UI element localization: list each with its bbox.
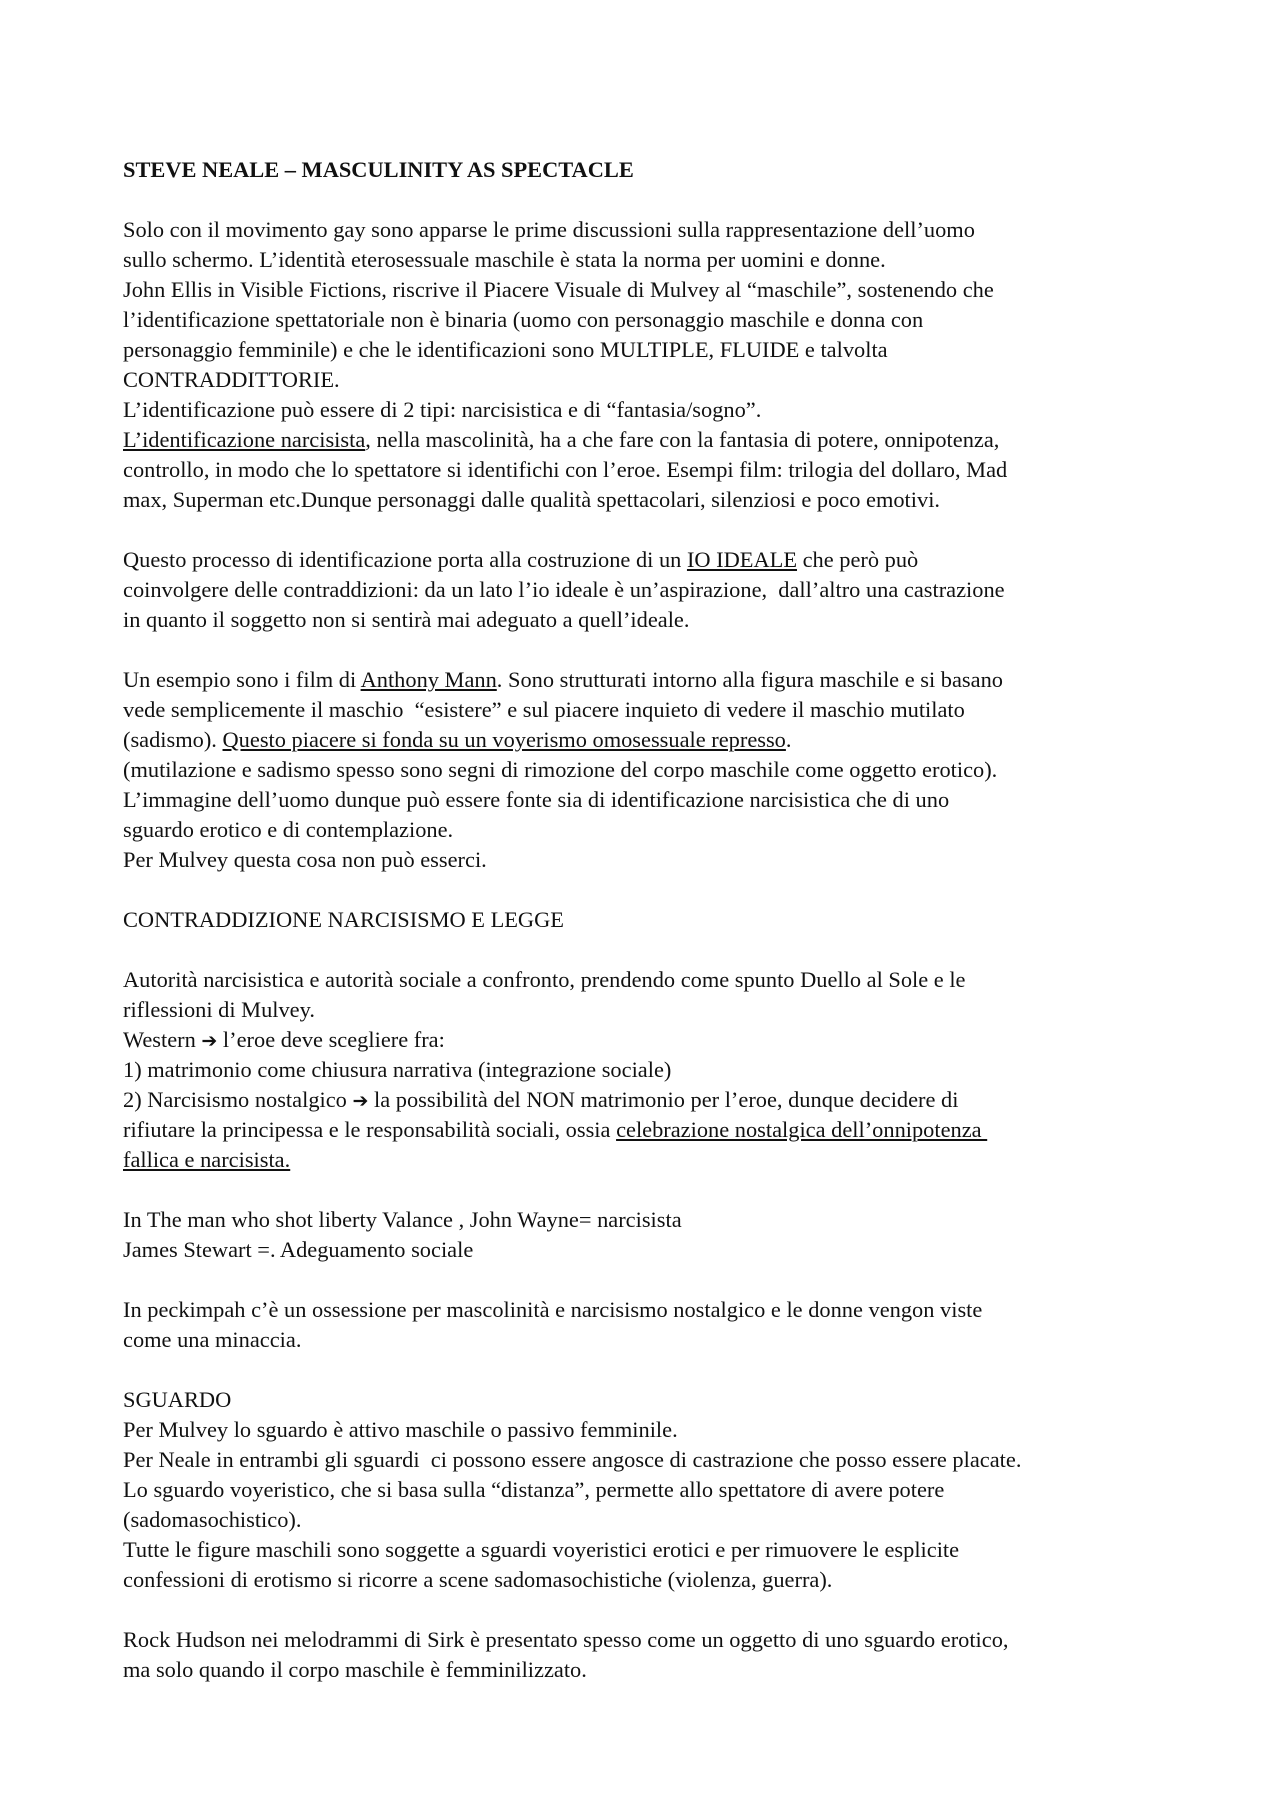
text-span: . Sono strutturati intorno alla figura maschile e si basano: [496, 667, 1003, 692]
spacer: [123, 875, 1203, 905]
section-heading: SGUARDO: [123, 1387, 232, 1412]
paragraph-western: [123, 965, 1203, 1175]
paragraph-io-ideale: [123, 545, 1203, 635]
text-line: coinvolgere delle contraddizioni: da un lato l’io ideale è un’aspirazione, dall’altro una castrazione: [123, 577, 1005, 602]
text-line: max, Superman etc.Dunque personaggi dalle qualità spettacolari, silenziosi e poco emotivi.: [123, 487, 941, 512]
underlined-text: fallica e narcisista.: [123, 1147, 291, 1172]
text-span: 2) Narcisismo nostalgico: [123, 1087, 353, 1112]
text-line: 1) matrimonio come chiusura narrativa (integrazione sociale): [123, 1057, 672, 1082]
text-line: confessioni di erotismo si ricorre a scene sadomasochistiche (violenza, guerra).: [123, 1567, 833, 1592]
text-line: [123, 425, 1203, 455]
underlined-text: celebrazione nostalgica dell’onnipotenza: [616, 1117, 988, 1142]
spacer: [123, 635, 1203, 665]
text-line: [123, 725, 1203, 755]
text-line: come una minaccia.: [123, 1327, 302, 1352]
text-line: (mutilazione e sadismo spesso sono segni di rimozione del corpo maschile come oggetto erotico).: [123, 757, 998, 782]
spacer: [123, 1355, 1203, 1385]
text-span: Western: [123, 1027, 202, 1052]
text-line: Tutte le figure maschili sono soggette a sguardi voyeristici erotici e per rimuovere le esplicite: [123, 1537, 960, 1562]
text-line: Autorità narcisistica e autorità sociale a confronto, prendendo come spunto Duello al Sole e le: [123, 967, 966, 992]
spacer: [123, 185, 1203, 215]
text-line: controllo, in modo che lo spettatore si identifichi con l’eroe. Esempi film: trilogia del dollaro, Mad: [123, 457, 1008, 482]
underlined-text: IO IDEALE: [686, 547, 798, 572]
text-line: L’identificazione può essere di 2 tipi: narcisistica e di “fantasia/sogno”.: [123, 397, 762, 422]
text-line: Lo sguardo voyeristico, che si basa sulla “distanza”, permette allo spettatore di avere potere: [123, 1477, 945, 1502]
text-line: in quanto il soggetto non si sentirà mai adeguato a quell’ideale.: [123, 607, 690, 632]
text-line: CONTRADDITTORIE.: [123, 367, 340, 392]
text-line: Per Mulvey lo sguardo è attivo maschile o passivo femminile.: [123, 1417, 678, 1442]
paragraph-anthony-mann: [123, 665, 1203, 875]
text-line: [123, 665, 1203, 695]
text-span: Un esempio sono i film di: [123, 667, 361, 692]
arrow-right-icon: ➔: [201, 1030, 218, 1052]
text-line: Rock Hudson nei melodrammi di Sirk è presentato spesso come un oggetto di uno sguardo erotico,: [123, 1627, 1009, 1652]
text-span: rifiutare la principessa e le responsabilità sociali, ossia: [123, 1117, 617, 1142]
text-line: riflessioni di Mulvey.: [123, 997, 315, 1022]
text-line: James Stewart =. Adeguamento sociale: [123, 1237, 474, 1262]
text-line: sguardo erotico e di contemplazione.: [123, 817, 454, 842]
text-line: vede semplicemente il maschio “esistere” e sul piacere inquieto di vedere il maschio mutilato: [123, 697, 965, 722]
section-heading: CONTRADDIZIONE NARCISISMO E LEGGE: [123, 907, 564, 932]
text-span: Questo processo di identificazione porta alla costruzione di un: [123, 547, 687, 572]
text-line: [123, 1145, 1203, 1175]
paragraph-rock-hudson: [123, 1625, 1203, 1685]
text-line: [123, 1115, 1203, 1145]
text-span: .: [785, 727, 792, 752]
text-line: [123, 1085, 1203, 1115]
document-body: [123, 155, 1203, 1685]
spacer: [123, 1265, 1203, 1295]
text-line: In The man who shot liberty Valance , John Wayne= narcisista: [123, 1207, 682, 1232]
text-span: l’eroe deve scegliere fra:: [217, 1027, 445, 1052]
text-line: ma solo quando il corpo maschile è femminilizzato.: [123, 1657, 587, 1682]
text-span: , nella mascolinità, ha a che fare con la fantasia di potere, onnipotenza,: [365, 427, 1000, 452]
text-line: personaggio femminile) e che le identificazioni sono MULTIPLE, FLUIDE e talvolta: [123, 337, 888, 362]
paragraph-peckimpah: [123, 1295, 1203, 1355]
text-line: sullo schermo. L’identità eterosessuale maschile è stata la norma per uomini e donne.: [123, 247, 886, 272]
text-line: In peckimpah c’è un ossessione per mascolinità e narcisismo nostalgico e le donne vengon viste: [123, 1297, 983, 1322]
text-line: Per Neale in entrambi gli sguardi ci possono essere angosce di castrazione che posso essere placate.: [123, 1447, 1022, 1472]
text-line: [123, 1025, 1203, 1055]
spacer: [123, 1175, 1203, 1205]
text-span: (sadismo).: [123, 727, 223, 752]
spacer: [123, 935, 1203, 965]
paragraph-sguardo: [123, 1415, 1203, 1595]
text-line: L’immagine dell’uomo dunque può essere fonte sia di identificazione narcisistica che di uno: [123, 787, 950, 812]
text-line: Per Mulvey questa cosa non può esserci.: [123, 847, 487, 872]
paragraph-identification: [123, 215, 1203, 515]
underlined-text: Questo piacere si fonda su un voyerismo omosessuale represso: [222, 727, 786, 752]
document-title: STEVE NEALE – MASCULINITY AS SPECTACLE: [123, 157, 634, 182]
underlined-text: Anthony Mann: [360, 667, 497, 692]
text-line: Solo con il movimento gay sono apparse le prime discussioni sulla rappresentazione dell’uomo: [123, 217, 975, 242]
text-span: la possibilità del NON matrimonio per l’eroe, dunque decidere di: [368, 1087, 959, 1112]
text-line: [123, 545, 1203, 575]
text-line: (sadomasochistico).: [123, 1507, 302, 1532]
text-line: l’identificazione spettatoriale non è binaria (uomo con personaggio maschile e donna con: [123, 307, 924, 332]
arrow-right-icon: ➔: [352, 1090, 369, 1112]
text-line: John Ellis in Visible Fictions, riscrive il Piacere Visuale di Mulvey al “maschile”, sostenendo che: [123, 277, 994, 302]
underlined-text: L’identificazione narcisista: [123, 427, 366, 452]
spacer: [123, 515, 1203, 545]
text-span: che però può: [797, 547, 919, 572]
paragraph-liberty-valance: [123, 1205, 1203, 1265]
spacer: [123, 1595, 1203, 1625]
